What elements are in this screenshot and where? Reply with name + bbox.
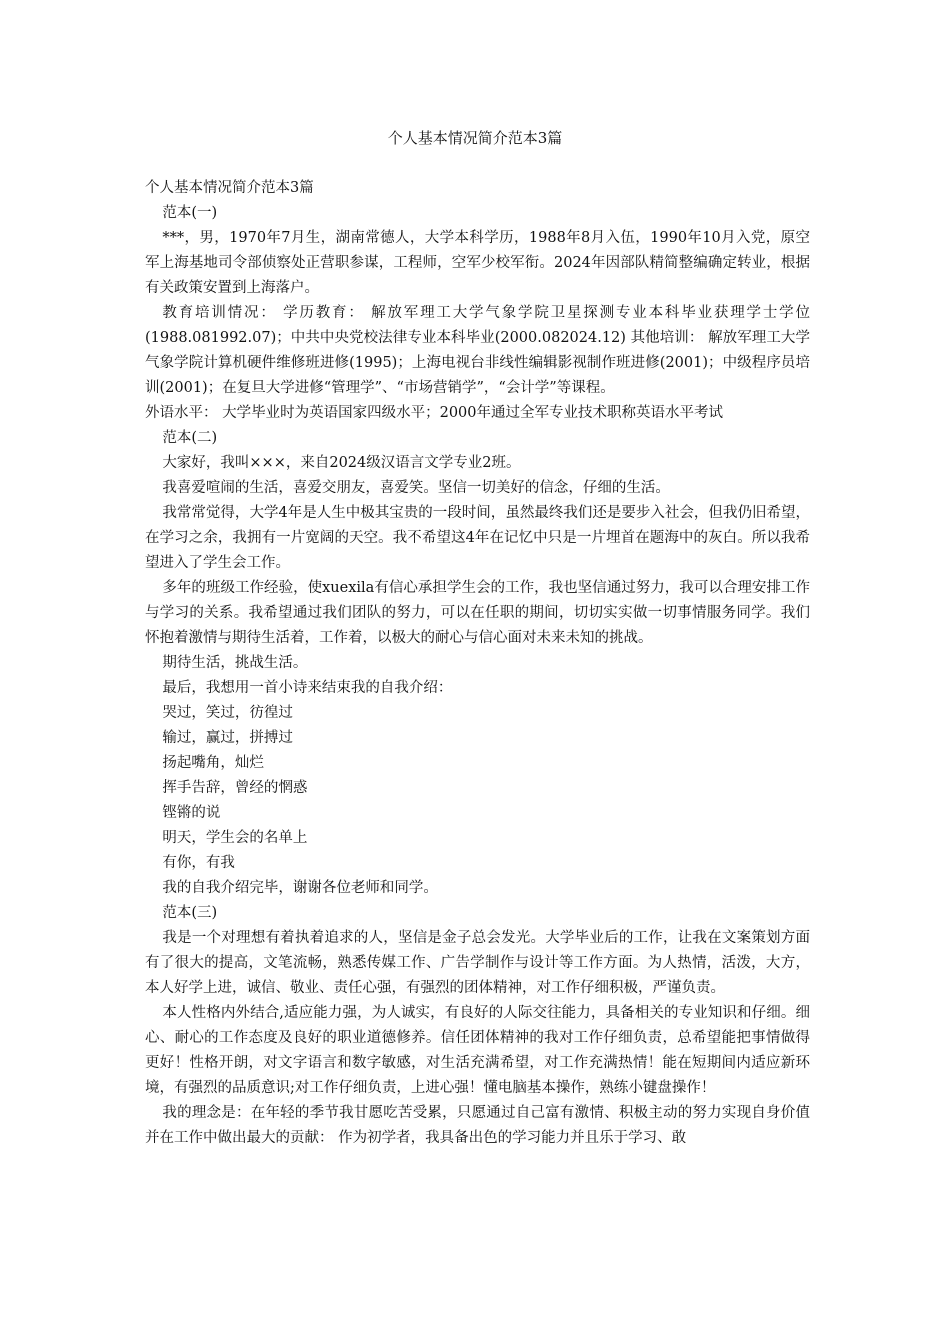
- paragraph: 范本(三): [162, 905, 218, 921]
- paragraph: 多年的班级工作经验，使xuexila有信心承担学生会的工作，我也坚信通过努力，我可以合理安排工作与学习的关系。我希望通过我们团队的努力，可以在任职的期间，切切实实做一切事情服务同学。我们怀抱着激情与期待生活着，工作着，以极大的耐心与信心面对未来未知的挑战。: [145, 580, 810, 646]
- paragraph: 有你，有我: [162, 855, 235, 871]
- paragraph: 扬起嘴角，灿烂: [162, 755, 264, 771]
- paragraph: 最后，我想用一首小诗来结束我的自我介绍：: [162, 680, 453, 696]
- paragraph: 我常常觉得，大学4年是人生中极其宝贵的一段时间，虽然最终我们还是要步入社会，但我仍旧希望，在学习之余，我拥有一片宽阔的天空。我不希望这4年在记忆中只是一片埋首在题海中的灰白。所以我希望进入了学生会工作。: [145, 505, 810, 571]
- paragraph: 挥手告辞，曾经的惘惑: [162, 780, 308, 796]
- paragraph: 明天，学生会的名单上: [162, 830, 308, 846]
- document-body: [145, 176, 810, 1151]
- paragraph: 范本(二): [162, 430, 218, 446]
- paragraph: 期待生活，挑战生活。: [162, 655, 308, 671]
- document-title: 个人基本情况简介范本3篇: [387, 129, 563, 147]
- paragraph: 我的理念是：在年轻的季节我甘愿吃苦受累，只愿通过自己富有激情、积极主动的努力实现自身价值并在工作中做出最大的贡献： 作为初学者，我具备出色的学习能力并且乐于学习、敢: [145, 1105, 810, 1146]
- paragraph: 我喜爱喧闹的生活，喜爱交朋友，喜爱笑。坚信一切美好的信念，仔细的生活。: [162, 480, 670, 496]
- paragraph: ***，男，1970年7月生，湖南常德人，大学本科学历，1988年8月入伍，1990年10月入党，原空军上海基地司令部侦察处正营职参谋，工程师，空军少校军衔。2024年因部队精简整编确定转业，根据有关政策安置到上海落户。: [145, 230, 810, 296]
- paragraph: 本人性格内外结合,适应能力强，为人诚实，有良好的人际交往能力，具备相关的专业知识和仔细。细心、耐心的工作态度及良好的职业道德修养。信任团体精神的我对工作仔细负责，总希望能把事情做得更好！性格开朗，对文字语言和数字敏感，对生活充满希望，对工作充满热情！能在短期间内适应新环境，有强烈的品质意识;对工作仔细负责，上进心强！懂电脑基本操作，熟练小键盘操作！: [145, 1005, 810, 1096]
- paragraph: 教育培训情况： 学历教育： 解放军理工大学气象学院卫星探测专业本科毕业获理学士学位(1988.081992.07)；中共中央党校法律专业本科毕业(2000.082024.12) 其他培训： 解放军理工大学气象学院计算机硬件维修班进修(1995)；上海电视台非线性编辑影视制作班进修(2001)；中级程序员培训(2001)；在复旦大学进修“管理学”、“市场营销学”，“会计学”等课程。: [145, 305, 810, 396]
- paragraph: 外语水平： 大学毕业时为英语国家四级水平；2000年通过全军专业技术职称英语水平考试: [145, 405, 724, 421]
- paragraph: 我是一个对理想有着执着追求的人，坚信是金子总会发光。大学毕业后的工作，让我在文案策划方面有了很大的提高，文笔流畅，熟悉传媒工作、广告学制作与设计等工作方面。为人热情，活泼，大方， 本人好学上进，诚信、敬业、责任心强，有强烈的团体精神，对工作仔细积极，严谨负责。: [145, 930, 810, 996]
- paragraph: 我的自我介绍完毕，谢谢各位老师和同学。: [162, 880, 438, 896]
- paragraph: 输过，赢过，拼搏过: [162, 730, 293, 746]
- paragraph: 哭过，笑过，彷徨过: [162, 705, 293, 721]
- paragraph: 个人基本情况简介范本3篇: [145, 180, 314, 196]
- paragraph: 大家好，我叫×××，来自2024级汉语言文学专业2班。: [162, 455, 521, 471]
- paragraph: 范本(一): [162, 205, 218, 221]
- paragraph: 铿锵的说: [162, 805, 221, 821]
